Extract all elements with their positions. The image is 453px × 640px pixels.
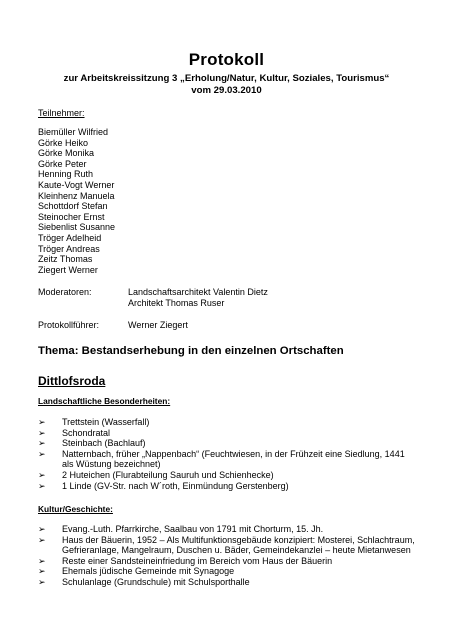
- participant-name: Kaute-Vogt Werner: [38, 179, 115, 190]
- list-item: [38, 481, 418, 492]
- arrow-bullet-icon: ➢: [38, 480, 46, 491]
- section-culture-list: [38, 524, 418, 588]
- arrow-bullet-icon: ➢: [38, 448, 46, 459]
- participant-name: Tröger Andreas: [38, 243, 100, 254]
- list-item: [38, 535, 418, 556]
- list-item: [38, 417, 418, 428]
- participant-name: Steinocher Ernst: [38, 211, 105, 222]
- moderators-label: Moderatoren:: [38, 287, 92, 297]
- place-heading: Dittlofsroda: [38, 374, 106, 388]
- list-item-text: Natternbach, früher „Nappenbach“ (Feuchtwiesen, in der Frühzeit eine Siedlung, 1441 als Wüstung bezeichnet): [62, 448, 405, 470]
- list-item-text: Steinbach (Bachlauf): [62, 438, 146, 449]
- document-subtitle-date: vom 29.03.2010: [191, 85, 262, 96]
- document-title: Protokoll: [188, 50, 265, 69]
- list-item-text: Ehemals jüdische Gemeinde mit Synagoge: [62, 566, 235, 577]
- list-item: [38, 556, 418, 567]
- arrow-bullet-icon: ➢: [38, 417, 46, 427]
- list-item-text: Evang.-Luth. Pfarrkirche, Saalbau von 1791 mit Chorturm, 15. Jh.: [62, 524, 324, 534]
- participant-name: Kleinhenz Manuela: [38, 190, 115, 201]
- participant-name: Siebenlist Susanne: [38, 222, 116, 233]
- arrow-bullet-icon: ➢: [38, 469, 46, 480]
- arrow-bullet-icon: ➢: [38, 438, 46, 449]
- protocol-writer-name: Werner Ziegert: [128, 320, 188, 330]
- participant-name: Ziegert Werner: [38, 264, 98, 275]
- list-item-text: Reste einer Sandsteineinfriedung im Bereich vom Haus der Bäuerin: [62, 555, 333, 566]
- document-subtitle-line1: zur Arbeitskreissitzung 3 „Erholung/Natur, Kultur, Soziales, Tourismus“: [63, 73, 390, 84]
- moderator-1: Landschaftsarchitekt Valentin Dietz: [128, 287, 268, 297]
- list-item: [38, 524, 418, 535]
- list-item: [38, 577, 418, 588]
- arrow-bullet-icon: ➢: [38, 576, 46, 587]
- participant-name: Görke Monika: [38, 148, 95, 159]
- participant-name: Biemüller Wilfried: [38, 127, 109, 137]
- list-item-text: Haus der Bäuerin, 1952 – Als Multifunktionsgebäude konzipiert: Mosterei, Schlachtraum, Gefrieranlage, Mangelraum, Duschen u. Bäder, Gemeindekanzlei – heute Mietanwesen: [62, 534, 415, 556]
- participants-label: Teilnehmer:: [38, 108, 85, 118]
- list-item-text: 1 Linde (GV-Str. nach W´roth, Einmündung Gerstenberg): [62, 480, 289, 491]
- list-item: [38, 449, 418, 470]
- participants-list: [38, 127, 115, 275]
- list-item: [38, 566, 418, 577]
- list-item-text: Schulanlage (Grundschule) mit Schulsporthalle: [62, 576, 250, 587]
- participant-name: Zeitz Thomas: [38, 254, 93, 265]
- list-item: [38, 438, 418, 449]
- list-item-text: Trettstein (Wasserfall): [62, 417, 150, 427]
- arrow-bullet-icon: ➢: [38, 524, 46, 534]
- arrow-bullet-icon: ➢: [38, 555, 46, 566]
- protocol-writer-label: Protokollführer:: [38, 320, 100, 330]
- participant-name: Görke Peter: [38, 158, 87, 169]
- list-item: [38, 470, 418, 481]
- participant-name: Henning Ruth: [38, 169, 94, 180]
- section-landscape-list: [38, 417, 418, 491]
- arrow-bullet-icon: ➢: [38, 427, 46, 438]
- arrow-bullet-icon: ➢: [38, 566, 46, 577]
- participant-name: Görke Heiko: [38, 137, 89, 148]
- moderator-2: Architekt Thomas Ruser: [128, 298, 225, 308]
- arrow-bullet-icon: ➢: [38, 534, 46, 545]
- participant-name: Tröger Adelheid: [38, 232, 102, 243]
- participant-name: Schottdorf Stefan: [38, 201, 108, 212]
- section-culture-title: Kultur/Geschichte:: [38, 504, 113, 514]
- topic-heading: Thema: Bestandserhebung in den einzelnen Ortschaften: [38, 345, 344, 357]
- list-item-text: Schondratal: [62, 427, 111, 438]
- list-item: [38, 428, 418, 439]
- list-item-text: 2 Huteichen (Flurabteilung Sauruh und Schienhecke): [62, 469, 274, 480]
- section-landscape-title: Landschaftliche Besonderheiten:: [38, 396, 171, 406]
